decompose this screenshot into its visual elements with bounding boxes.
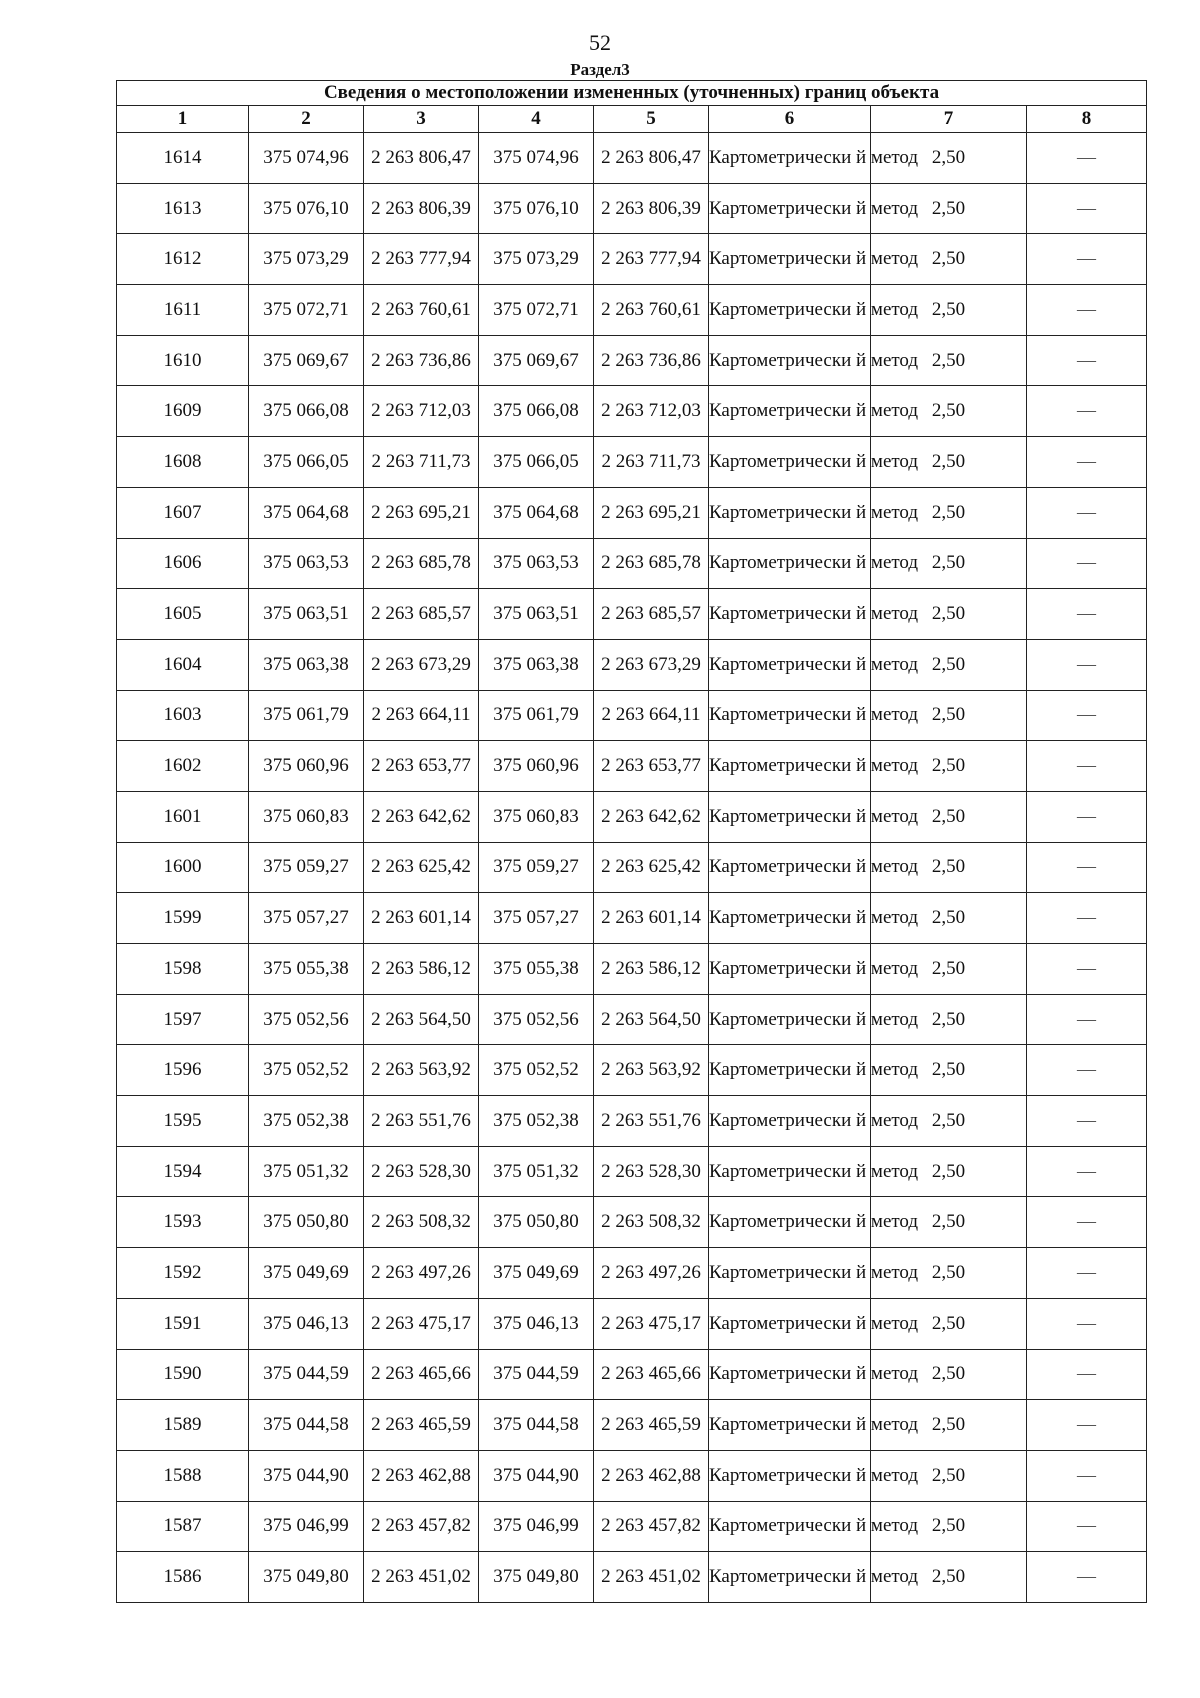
column-number-row (117, 106, 1147, 133)
accuracy-cell: 2,50 (871, 690, 1027, 741)
note-cell: — (1027, 690, 1147, 741)
y-new-cell: 2 263 625,42 (594, 842, 709, 893)
x-new-cell: 375 044,90 (479, 1450, 594, 1501)
y-old-cell: 2 263 508,32 (364, 1197, 479, 1248)
accuracy-cell: 2,50 (871, 842, 1027, 893)
point-number-cell: 1611 (117, 285, 249, 336)
accuracy-cell: 2,50 (871, 487, 1027, 538)
table-title-row (117, 81, 1147, 106)
y-new-cell: 2 263 685,78 (594, 538, 709, 589)
accuracy-cell: 2,50 (871, 944, 1027, 995)
method-cell: Картометрически й метод (709, 285, 871, 336)
x-new-cell: 375 052,52 (479, 1045, 594, 1096)
table-row (117, 437, 1147, 488)
table-row (117, 133, 1147, 184)
table-row (117, 1552, 1147, 1603)
note-cell: — (1027, 842, 1147, 893)
x-old-cell: 375 063,53 (249, 538, 364, 589)
y-new-cell: 2 263 711,73 (594, 437, 709, 488)
x-old-cell: 375 044,90 (249, 1450, 364, 1501)
y-old-cell: 2 263 685,57 (364, 589, 479, 640)
x-new-cell: 375 060,83 (479, 791, 594, 842)
accuracy-cell: 2,50 (871, 1146, 1027, 1197)
x-new-cell: 375 066,05 (479, 437, 594, 488)
x-new-cell: 375 063,38 (479, 639, 594, 690)
y-new-cell: 2 263 586,12 (594, 944, 709, 995)
y-new-cell: 2 263 564,50 (594, 994, 709, 1045)
x-old-cell: 375 072,71 (249, 285, 364, 336)
accuracy-cell: 2,50 (871, 1400, 1027, 1451)
table-row (117, 1349, 1147, 1400)
y-old-cell: 2 263 673,29 (364, 639, 479, 690)
method-cell: Картометрически й метод (709, 1197, 871, 1248)
x-old-cell: 375 073,29 (249, 234, 364, 285)
accuracy-cell: 2,50 (871, 183, 1027, 234)
y-old-cell: 2 263 601,14 (364, 893, 479, 944)
y-old-cell: 2 263 625,42 (364, 842, 479, 893)
y-old-cell: 2 263 664,11 (364, 690, 479, 741)
y-old-cell: 2 263 777,94 (364, 234, 479, 285)
accuracy-cell: 2,50 (871, 1450, 1027, 1501)
accuracy-cell: 2,50 (871, 741, 1027, 792)
table-row (117, 690, 1147, 741)
accuracy-cell: 2,50 (871, 538, 1027, 589)
y-old-cell: 2 263 760,61 (364, 285, 479, 336)
y-new-cell: 2 263 551,76 (594, 1096, 709, 1147)
note-cell: — (1027, 1501, 1147, 1552)
point-number-cell: 1607 (117, 487, 249, 538)
x-new-cell: 375 052,38 (479, 1096, 594, 1147)
point-number-cell: 1587 (117, 1501, 249, 1552)
method-cell: Картометрически й метод (709, 1248, 871, 1299)
method-cell: Картометрически й метод (709, 842, 871, 893)
y-old-cell: 2 263 712,03 (364, 386, 479, 437)
x-new-cell: 375 061,79 (479, 690, 594, 741)
table-row (117, 589, 1147, 640)
point-number-cell: 1604 (117, 639, 249, 690)
point-number-cell: 1609 (117, 386, 249, 437)
accuracy-cell: 2,50 (871, 1298, 1027, 1349)
point-number-cell: 1591 (117, 1298, 249, 1349)
accuracy-cell: 2,50 (871, 437, 1027, 488)
method-cell: Картометрически й метод (709, 791, 871, 842)
y-old-cell: 2 263 475,17 (364, 1298, 479, 1349)
table-row (117, 741, 1147, 792)
note-cell: — (1027, 234, 1147, 285)
accuracy-cell: 2,50 (871, 386, 1027, 437)
method-cell: Картометрически й метод (709, 893, 871, 944)
y-new-cell: 2 263 712,03 (594, 386, 709, 437)
x-new-cell: 375 066,08 (479, 386, 594, 437)
y-new-cell: 2 263 653,77 (594, 741, 709, 792)
table-row (117, 538, 1147, 589)
note-cell: — (1027, 386, 1147, 437)
table-row (117, 1248, 1147, 1299)
note-cell: — (1027, 741, 1147, 792)
point-number-cell: 1595 (117, 1096, 249, 1147)
y-old-cell: 2 263 653,77 (364, 741, 479, 792)
point-number-cell: 1594 (117, 1146, 249, 1197)
column-number-2: 2 (249, 106, 364, 133)
y-new-cell: 2 263 806,47 (594, 133, 709, 184)
y-new-cell: 2 263 465,66 (594, 1349, 709, 1400)
x-new-cell: 375 064,68 (479, 487, 594, 538)
accuracy-cell: 2,50 (871, 1197, 1027, 1248)
y-old-cell: 2 263 736,86 (364, 335, 479, 386)
accuracy-cell: 2,50 (871, 285, 1027, 336)
note-cell: — (1027, 183, 1147, 234)
x-old-cell: 375 066,05 (249, 437, 364, 488)
x-old-cell: 375 046,99 (249, 1501, 364, 1552)
x-new-cell: 375 063,53 (479, 538, 594, 589)
method-cell: Картометрически й метод (709, 386, 871, 437)
y-new-cell: 2 263 695,21 (594, 487, 709, 538)
note-cell: — (1027, 1146, 1147, 1197)
note-cell: — (1027, 437, 1147, 488)
y-old-cell: 2 263 685,78 (364, 538, 479, 589)
x-new-cell: 375 057,27 (479, 893, 594, 944)
table-row (117, 1096, 1147, 1147)
note-cell: — (1027, 133, 1147, 184)
method-cell: Картометрически й метод (709, 1349, 871, 1400)
method-cell: Картометрически й метод (709, 1096, 871, 1147)
method-cell: Картометрически й метод (709, 1501, 871, 1552)
y-new-cell: 2 263 760,61 (594, 285, 709, 336)
method-cell: Картометрически й метод (709, 487, 871, 538)
accuracy-cell: 2,50 (871, 1096, 1027, 1147)
note-cell: — (1027, 1045, 1147, 1096)
x-old-cell: 375 055,38 (249, 944, 364, 995)
note-cell: — (1027, 944, 1147, 995)
column-number-1: 1 (117, 106, 249, 133)
table-row (117, 183, 1147, 234)
x-old-cell: 375 066,08 (249, 386, 364, 437)
point-number-cell: 1599 (117, 893, 249, 944)
table-body (117, 133, 1147, 1603)
point-number-cell: 1593 (117, 1197, 249, 1248)
note-cell: — (1027, 1096, 1147, 1147)
y-old-cell: 2 263 695,21 (364, 487, 479, 538)
point-number-cell: 1600 (117, 842, 249, 893)
y-old-cell: 2 263 806,39 (364, 183, 479, 234)
y-old-cell: 2 263 457,82 (364, 1501, 479, 1552)
x-new-cell: 375 060,96 (479, 741, 594, 792)
method-cell: Картометрически й метод (709, 1146, 871, 1197)
table-row (117, 1400, 1147, 1451)
y-old-cell: 2 263 806,47 (364, 133, 479, 184)
y-new-cell: 2 263 601,14 (594, 893, 709, 944)
y-new-cell: 2 263 664,11 (594, 690, 709, 741)
table-row (117, 1197, 1147, 1248)
point-number-cell: 1603 (117, 690, 249, 741)
x-new-cell: 375 069,67 (479, 335, 594, 386)
point-number-cell: 1592 (117, 1248, 249, 1299)
y-new-cell: 2 263 475,17 (594, 1298, 709, 1349)
accuracy-cell: 2,50 (871, 791, 1027, 842)
x-old-cell: 375 057,27 (249, 893, 364, 944)
method-cell: Картометрически й метод (709, 538, 871, 589)
method-cell: Картометрически й метод (709, 944, 871, 995)
x-new-cell: 375 044,59 (479, 1349, 594, 1400)
accuracy-cell: 2,50 (871, 589, 1027, 640)
accuracy-cell: 2,50 (871, 234, 1027, 285)
x-new-cell: 375 074,96 (479, 133, 594, 184)
x-new-cell: 375 046,99 (479, 1501, 594, 1552)
method-cell: Картометрически й метод (709, 133, 871, 184)
y-old-cell: 2 263 551,76 (364, 1096, 479, 1147)
x-new-cell: 375 046,13 (479, 1298, 594, 1349)
y-old-cell: 2 263 563,92 (364, 1045, 479, 1096)
point-number-cell: 1608 (117, 437, 249, 488)
note-cell: — (1027, 1450, 1147, 1501)
method-cell: Картометрически й метод (709, 1450, 871, 1501)
x-old-cell: 375 063,51 (249, 589, 364, 640)
table-row (117, 1501, 1147, 1552)
point-number-cell: 1589 (117, 1400, 249, 1451)
column-number-8: 8 (1027, 106, 1147, 133)
note-cell: — (1027, 639, 1147, 690)
method-cell: Картометрически й метод (709, 690, 871, 741)
x-old-cell: 375 076,10 (249, 183, 364, 234)
table-row (117, 994, 1147, 1045)
page-number: 52 (589, 30, 611, 55)
method-cell: Картометрически й метод (709, 1400, 871, 1451)
column-number-7: 7 (871, 106, 1027, 133)
y-new-cell: 2 263 497,26 (594, 1248, 709, 1299)
y-new-cell: 2 263 642,62 (594, 791, 709, 842)
method-cell: Картометрически й метод (709, 335, 871, 386)
x-old-cell: 375 059,27 (249, 842, 364, 893)
x-new-cell: 375 055,38 (479, 944, 594, 995)
section-label: Раздел3 (570, 60, 630, 79)
method-cell: Картометрически й метод (709, 741, 871, 792)
column-number-5: 5 (594, 106, 709, 133)
note-cell: — (1027, 1298, 1147, 1349)
method-cell: Картометрически й метод (709, 183, 871, 234)
point-number-cell: 1606 (117, 538, 249, 589)
column-number-3: 3 (364, 106, 479, 133)
x-old-cell: 375 052,56 (249, 994, 364, 1045)
note-cell: — (1027, 538, 1147, 589)
y-new-cell: 2 263 508,32 (594, 1197, 709, 1248)
note-cell: — (1027, 1197, 1147, 1248)
point-number-cell: 1612 (117, 234, 249, 285)
y-old-cell: 2 263 451,02 (364, 1552, 479, 1603)
point-number-cell: 1613 (117, 183, 249, 234)
accuracy-cell: 2,50 (871, 1045, 1027, 1096)
accuracy-cell: 2,50 (871, 893, 1027, 944)
x-new-cell: 375 063,51 (479, 589, 594, 640)
y-old-cell: 2 263 711,73 (364, 437, 479, 488)
y-new-cell: 2 263 462,88 (594, 1450, 709, 1501)
x-old-cell: 375 050,80 (249, 1197, 364, 1248)
x-new-cell: 375 072,71 (479, 285, 594, 336)
note-cell: — (1027, 335, 1147, 386)
x-new-cell: 375 073,29 (479, 234, 594, 285)
y-new-cell: 2 263 457,82 (594, 1501, 709, 1552)
point-number-cell: 1597 (117, 994, 249, 1045)
column-number-4: 4 (479, 106, 594, 133)
y-new-cell: 2 263 451,02 (594, 1552, 709, 1603)
accuracy-cell: 2,50 (871, 1501, 1027, 1552)
x-old-cell: 375 074,96 (249, 133, 364, 184)
table-row (117, 639, 1147, 690)
x-new-cell: 375 049,69 (479, 1248, 594, 1299)
point-number-cell: 1596 (117, 1045, 249, 1096)
table-row (117, 335, 1147, 386)
note-cell: — (1027, 994, 1147, 1045)
note-cell: — (1027, 285, 1147, 336)
x-old-cell: 375 064,68 (249, 487, 364, 538)
method-cell: Картометрически й метод (709, 234, 871, 285)
column-number-6: 6 (709, 106, 871, 133)
table-row (117, 1146, 1147, 1197)
point-number-cell: 1586 (117, 1552, 249, 1603)
accuracy-cell: 2,50 (871, 639, 1027, 690)
note-cell: — (1027, 893, 1147, 944)
x-old-cell: 375 049,69 (249, 1248, 364, 1299)
point-number-cell: 1598 (117, 944, 249, 995)
accuracy-cell: 2,50 (871, 1349, 1027, 1400)
y-old-cell: 2 263 586,12 (364, 944, 479, 995)
table-title: Сведения о местоположении измененных (уточненных) границ объекта (117, 81, 1147, 106)
method-cell: Картометрически й метод (709, 1298, 871, 1349)
method-cell: Картометрически й метод (709, 437, 871, 488)
table-row (117, 285, 1147, 336)
table-row (117, 1298, 1147, 1349)
point-number-cell: 1590 (117, 1349, 249, 1400)
x-old-cell: 375 061,79 (249, 690, 364, 741)
y-new-cell: 2 263 528,30 (594, 1146, 709, 1197)
x-old-cell: 375 049,80 (249, 1552, 364, 1603)
point-number-cell: 1605 (117, 589, 249, 640)
x-old-cell: 375 044,59 (249, 1349, 364, 1400)
accuracy-cell: 2,50 (871, 994, 1027, 1045)
note-cell: — (1027, 1248, 1147, 1299)
y-new-cell: 2 263 777,94 (594, 234, 709, 285)
x-old-cell: 375 051,32 (249, 1146, 364, 1197)
y-old-cell: 2 263 642,62 (364, 791, 479, 842)
point-number-cell: 1602 (117, 741, 249, 792)
accuracy-cell: 2,50 (871, 1248, 1027, 1299)
x-old-cell: 375 052,52 (249, 1045, 364, 1096)
method-cell: Картометрически й метод (709, 1552, 871, 1603)
method-cell: Картометрически й метод (709, 1045, 871, 1096)
x-new-cell: 375 052,56 (479, 994, 594, 1045)
y-old-cell: 2 263 564,50 (364, 994, 479, 1045)
point-number-cell: 1601 (117, 791, 249, 842)
x-old-cell: 375 069,67 (249, 335, 364, 386)
table-row (117, 234, 1147, 285)
note-cell: — (1027, 1400, 1147, 1451)
coordinates-table (116, 80, 1147, 1603)
method-cell: Картометрически й метод (709, 994, 871, 1045)
y-new-cell: 2 263 673,29 (594, 639, 709, 690)
x-new-cell: 375 044,58 (479, 1400, 594, 1451)
x-old-cell: 375 063,38 (249, 639, 364, 690)
method-cell: Картометрически й метод (709, 589, 871, 640)
note-cell: — (1027, 487, 1147, 538)
y-old-cell: 2 263 465,59 (364, 1400, 479, 1451)
y-new-cell: 2 263 736,86 (594, 335, 709, 386)
table-row (117, 791, 1147, 842)
x-old-cell: 375 060,83 (249, 791, 364, 842)
x-new-cell: 375 050,80 (479, 1197, 594, 1248)
accuracy-cell: 2,50 (871, 133, 1027, 184)
table-row (117, 1045, 1147, 1096)
y-new-cell: 2 263 685,57 (594, 589, 709, 640)
accuracy-cell: 2,50 (871, 335, 1027, 386)
x-new-cell: 375 059,27 (479, 842, 594, 893)
x-new-cell: 375 049,80 (479, 1552, 594, 1603)
x-new-cell: 375 076,10 (479, 183, 594, 234)
y-new-cell: 2 263 563,92 (594, 1045, 709, 1096)
table-row (117, 893, 1147, 944)
table-row (117, 386, 1147, 437)
y-old-cell: 2 263 497,26 (364, 1248, 479, 1299)
point-number-cell: 1614 (117, 133, 249, 184)
table-row (117, 944, 1147, 995)
y-old-cell: 2 263 465,66 (364, 1349, 479, 1400)
table-row (117, 842, 1147, 893)
y-new-cell: 2 263 465,59 (594, 1400, 709, 1451)
x-old-cell: 375 046,13 (249, 1298, 364, 1349)
note-cell: — (1027, 1552, 1147, 1603)
y-new-cell: 2 263 806,39 (594, 183, 709, 234)
note-cell: — (1027, 589, 1147, 640)
method-cell: Картометрически й метод (709, 639, 871, 690)
accuracy-cell: 2,50 (871, 1552, 1027, 1603)
x-old-cell: 375 060,96 (249, 741, 364, 792)
note-cell: — (1027, 1349, 1147, 1400)
x-old-cell: 375 044,58 (249, 1400, 364, 1451)
y-old-cell: 2 263 528,30 (364, 1146, 479, 1197)
x-old-cell: 375 052,38 (249, 1096, 364, 1147)
point-number-cell: 1610 (117, 335, 249, 386)
point-number-cell: 1588 (117, 1450, 249, 1501)
y-old-cell: 2 263 462,88 (364, 1450, 479, 1501)
table-row (117, 487, 1147, 538)
x-new-cell: 375 051,32 (479, 1146, 594, 1197)
note-cell: — (1027, 791, 1147, 842)
table-row (117, 1450, 1147, 1501)
